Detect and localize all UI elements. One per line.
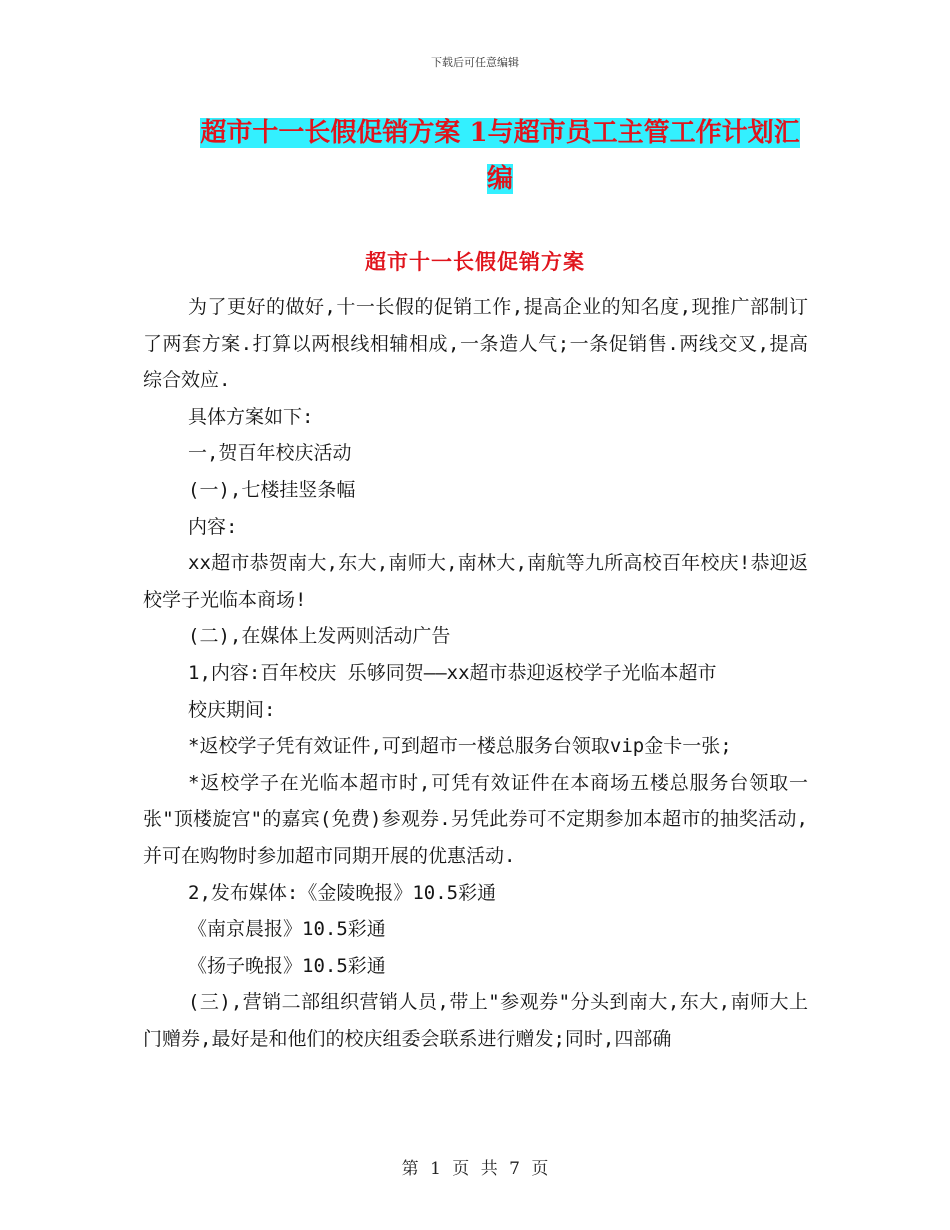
document-title	[190, 110, 810, 202]
paragraph-intro: 为了更好的做好,十一长假的促销工作,提高企业的知名度,现推广部制订了两套方案.打算以两根线相辅相成,一条造人气;一条促销售.两线交叉,提高综合效应.	[143, 296, 808, 392]
paragraph-period-label: 校庆期间:	[188, 698, 276, 721]
paragraph-item-three: (三),营销二部组织营销人员,带上"参观券"分头到南大,东大,南师大上门赠券,最好是和他们的校庆组委会联系进行赠发;同时,四部确	[143, 991, 808, 1050]
document-body	[143, 289, 808, 1057]
paragraph-item-one: (一),七楼挂竖条幅	[188, 478, 356, 501]
paragraph-bullet-vip: *返校学子凭有效证件,可到超市一楼总服务台领取vip金卡一张;	[188, 735, 732, 758]
paragraph-content-label: 内容:	[188, 515, 238, 538]
paragraph-ad-content: 1,内容:百年校庆 乐够同贺——xx超市恭迎返校学子光临本超市	[188, 661, 717, 684]
paragraph-section-one: 一,贺百年校庆活动	[188, 442, 352, 465]
page-header-note: 下载后可任意编辑	[431, 56, 519, 69]
paragraph-item-two: (二),在媒体上发两则活动广告	[188, 625, 451, 648]
paragraph-bullet-ticket: *返校学子在光临本超市时,可凭有效证件在本商场五楼总服务台领取一张"顶楼旋宫"的嘉宾(免费)参观券.另凭此券可不定期参加本超市的抽奖活动,并可在购物时参加超市同期开展的优惠活动.	[143, 771, 808, 867]
paragraph-banner-text: xx超市恭贺南大,东大,南师大,南林大,南航等九所高校百年校庆!恭迎返校学子光临本商场!	[143, 552, 808, 611]
page-number-footer: 第 1 页 共 7 页	[401, 1159, 549, 1179]
document-title-line2: 编	[486, 164, 513, 194]
section-title: 超市十一长假促销方案	[365, 249, 585, 274]
document-title-line1: 超市十一长假促销方案 1与超市员工主管工作计划汇	[200, 118, 800, 148]
paragraph-media-yangzi: 《扬子晚报》10.5彩通	[188, 954, 386, 977]
paragraph-media: 2,发布媒体:《金陵晚报》10.5彩通	[188, 881, 497, 904]
paragraph-plan-heading: 具体方案如下:	[188, 405, 314, 428]
paragraph-media-nanjing: 《南京晨报》10.5彩通	[188, 918, 386, 941]
